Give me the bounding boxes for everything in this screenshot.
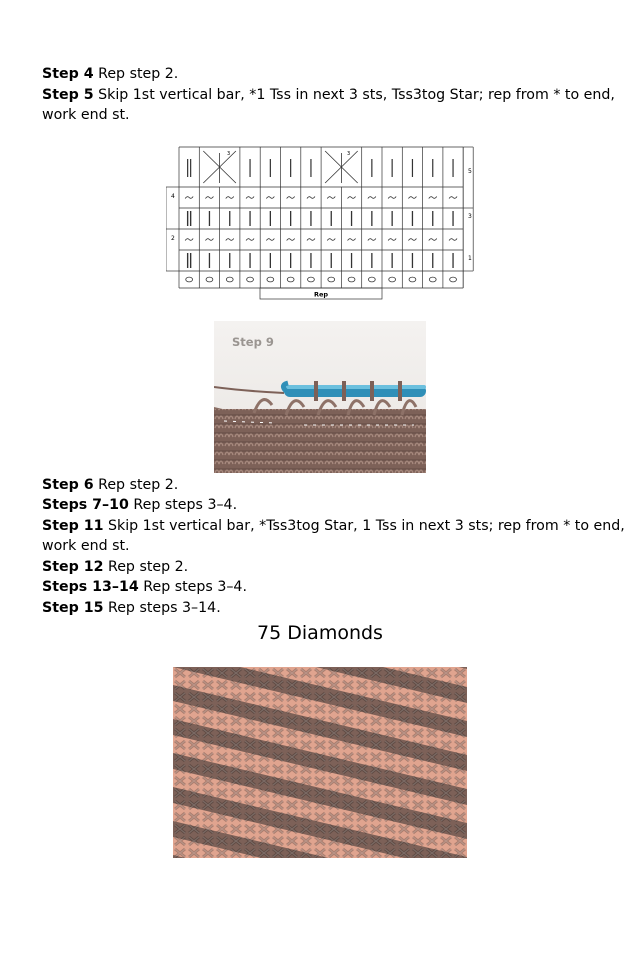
step-text: Rep step 2. (93, 66, 179, 82)
step-text: Rep steps 3–4. (128, 497, 238, 513)
step-label: Step 15 (42, 600, 104, 616)
chart-tilde-symbol (307, 239, 315, 241)
chart-tilde-symbol (449, 239, 457, 241)
chart-chain-symbol (287, 277, 294, 282)
chart-tilde-symbol (408, 197, 416, 199)
chart-tilde-symbol (287, 239, 295, 241)
star-count-label: 3 (347, 151, 351, 157)
chart-tilde-symbol (348, 239, 356, 241)
crochet-hook-photo (214, 321, 426, 473)
step-line (42, 85, 615, 106)
step-text: Rep steps 3–14. (103, 600, 221, 616)
chart-chain-symbol (450, 277, 457, 282)
chart-chain-symbol (389, 277, 396, 282)
diamond-swatch-photo (173, 667, 467, 858)
step-photo (214, 321, 426, 473)
rep-label: Rep (313, 290, 329, 299)
section-title: 75 Diamonds (257, 622, 383, 644)
swatch-graphic (173, 667, 467, 858)
stitch-chart-graphic (166, 145, 475, 301)
chart-chain-symbol (409, 277, 416, 282)
step-text: Skip 1st vertical bar, *1 Tss in next 3 sts, Tss3tog Star; rep from * to end, (93, 87, 615, 103)
chart-chain-symbol (429, 277, 436, 282)
stitch-chart (166, 145, 475, 301)
chart-chain-symbol (247, 277, 254, 282)
chart-tilde-symbol (368, 197, 376, 199)
chart-row-number: 3 (468, 213, 472, 220)
chart-tilde-symbol (388, 239, 396, 241)
chart-row-number: 4 (171, 193, 175, 200)
step-line (42, 475, 607, 496)
step-label: Step 4 (42, 66, 94, 82)
chart-tilde-symbol (388, 197, 396, 199)
chart-tilde-symbol (205, 239, 213, 241)
chart-chain-symbol (368, 277, 375, 282)
chart-chain-symbol (328, 277, 335, 282)
step-line (42, 577, 607, 598)
step-label: Step 12 (42, 559, 104, 575)
chart-tilde-symbol (408, 239, 416, 241)
step-label: Step 5 (42, 87, 94, 103)
chart-chain-symbol (186, 277, 193, 282)
chart-chain-symbol (348, 277, 355, 282)
chart-tilde-symbol (205, 197, 213, 199)
chart-tilde-symbol (368, 239, 376, 241)
chart-row-number: 2 (171, 235, 175, 242)
star-count-label: 3 (227, 151, 231, 157)
step-text: work end st. (42, 538, 130, 554)
step-line (42, 105, 607, 126)
chart-chain-symbol (206, 277, 213, 282)
chart-tilde-symbol (307, 197, 315, 199)
chart-tilde-symbol (226, 197, 234, 199)
step-text: Skip 1st vertical bar, *Tss3tog Star, 1 Tss in next 3 sts; rep from * to end, (103, 518, 625, 534)
chart-tilde-symbol (348, 197, 356, 199)
chart-tilde-symbol (429, 197, 437, 199)
chart-tilde-symbol (246, 197, 254, 199)
chart-tilde-symbol (266, 197, 274, 199)
photo-caption: Step 9 (232, 335, 274, 349)
chart-tilde-symbol (327, 239, 335, 241)
chart-tilde-symbol (327, 197, 335, 199)
step-label: Step 11 (42, 518, 104, 534)
chart-tilde-symbol (246, 239, 254, 241)
step-text: Rep step 2. (93, 477, 179, 493)
chart-tilde-symbol (429, 239, 437, 241)
step-text: Rep step 2. (103, 559, 189, 575)
step-label: Steps 13–14 (42, 579, 139, 595)
chart-row-number: 5 (468, 168, 472, 175)
chart-chain-symbol (226, 277, 233, 282)
step-text: work end st. (42, 107, 130, 123)
chart-row-number: 1 (468, 255, 472, 262)
chart-tilde-symbol (226, 239, 234, 241)
chart-tilde-symbol (287, 197, 295, 199)
step-line (42, 536, 607, 557)
step-line (42, 516, 625, 537)
step-line (42, 64, 607, 85)
chart-tilde-symbol (185, 197, 193, 199)
chart-tilde-symbol (266, 239, 274, 241)
step-text: Rep steps 3–4. (138, 579, 247, 595)
chart-grid (166, 147, 473, 288)
chart-tilde-symbol (449, 197, 457, 199)
step-line (42, 557, 607, 578)
step-line (42, 495, 607, 516)
chart-chain-symbol (267, 277, 274, 282)
step-label: Steps 7–10 (42, 497, 129, 513)
chart-chain-symbol (308, 277, 315, 282)
step-label: Step 6 (42, 477, 94, 493)
step-line (42, 598, 607, 619)
chart-tilde-symbol (185, 239, 193, 241)
